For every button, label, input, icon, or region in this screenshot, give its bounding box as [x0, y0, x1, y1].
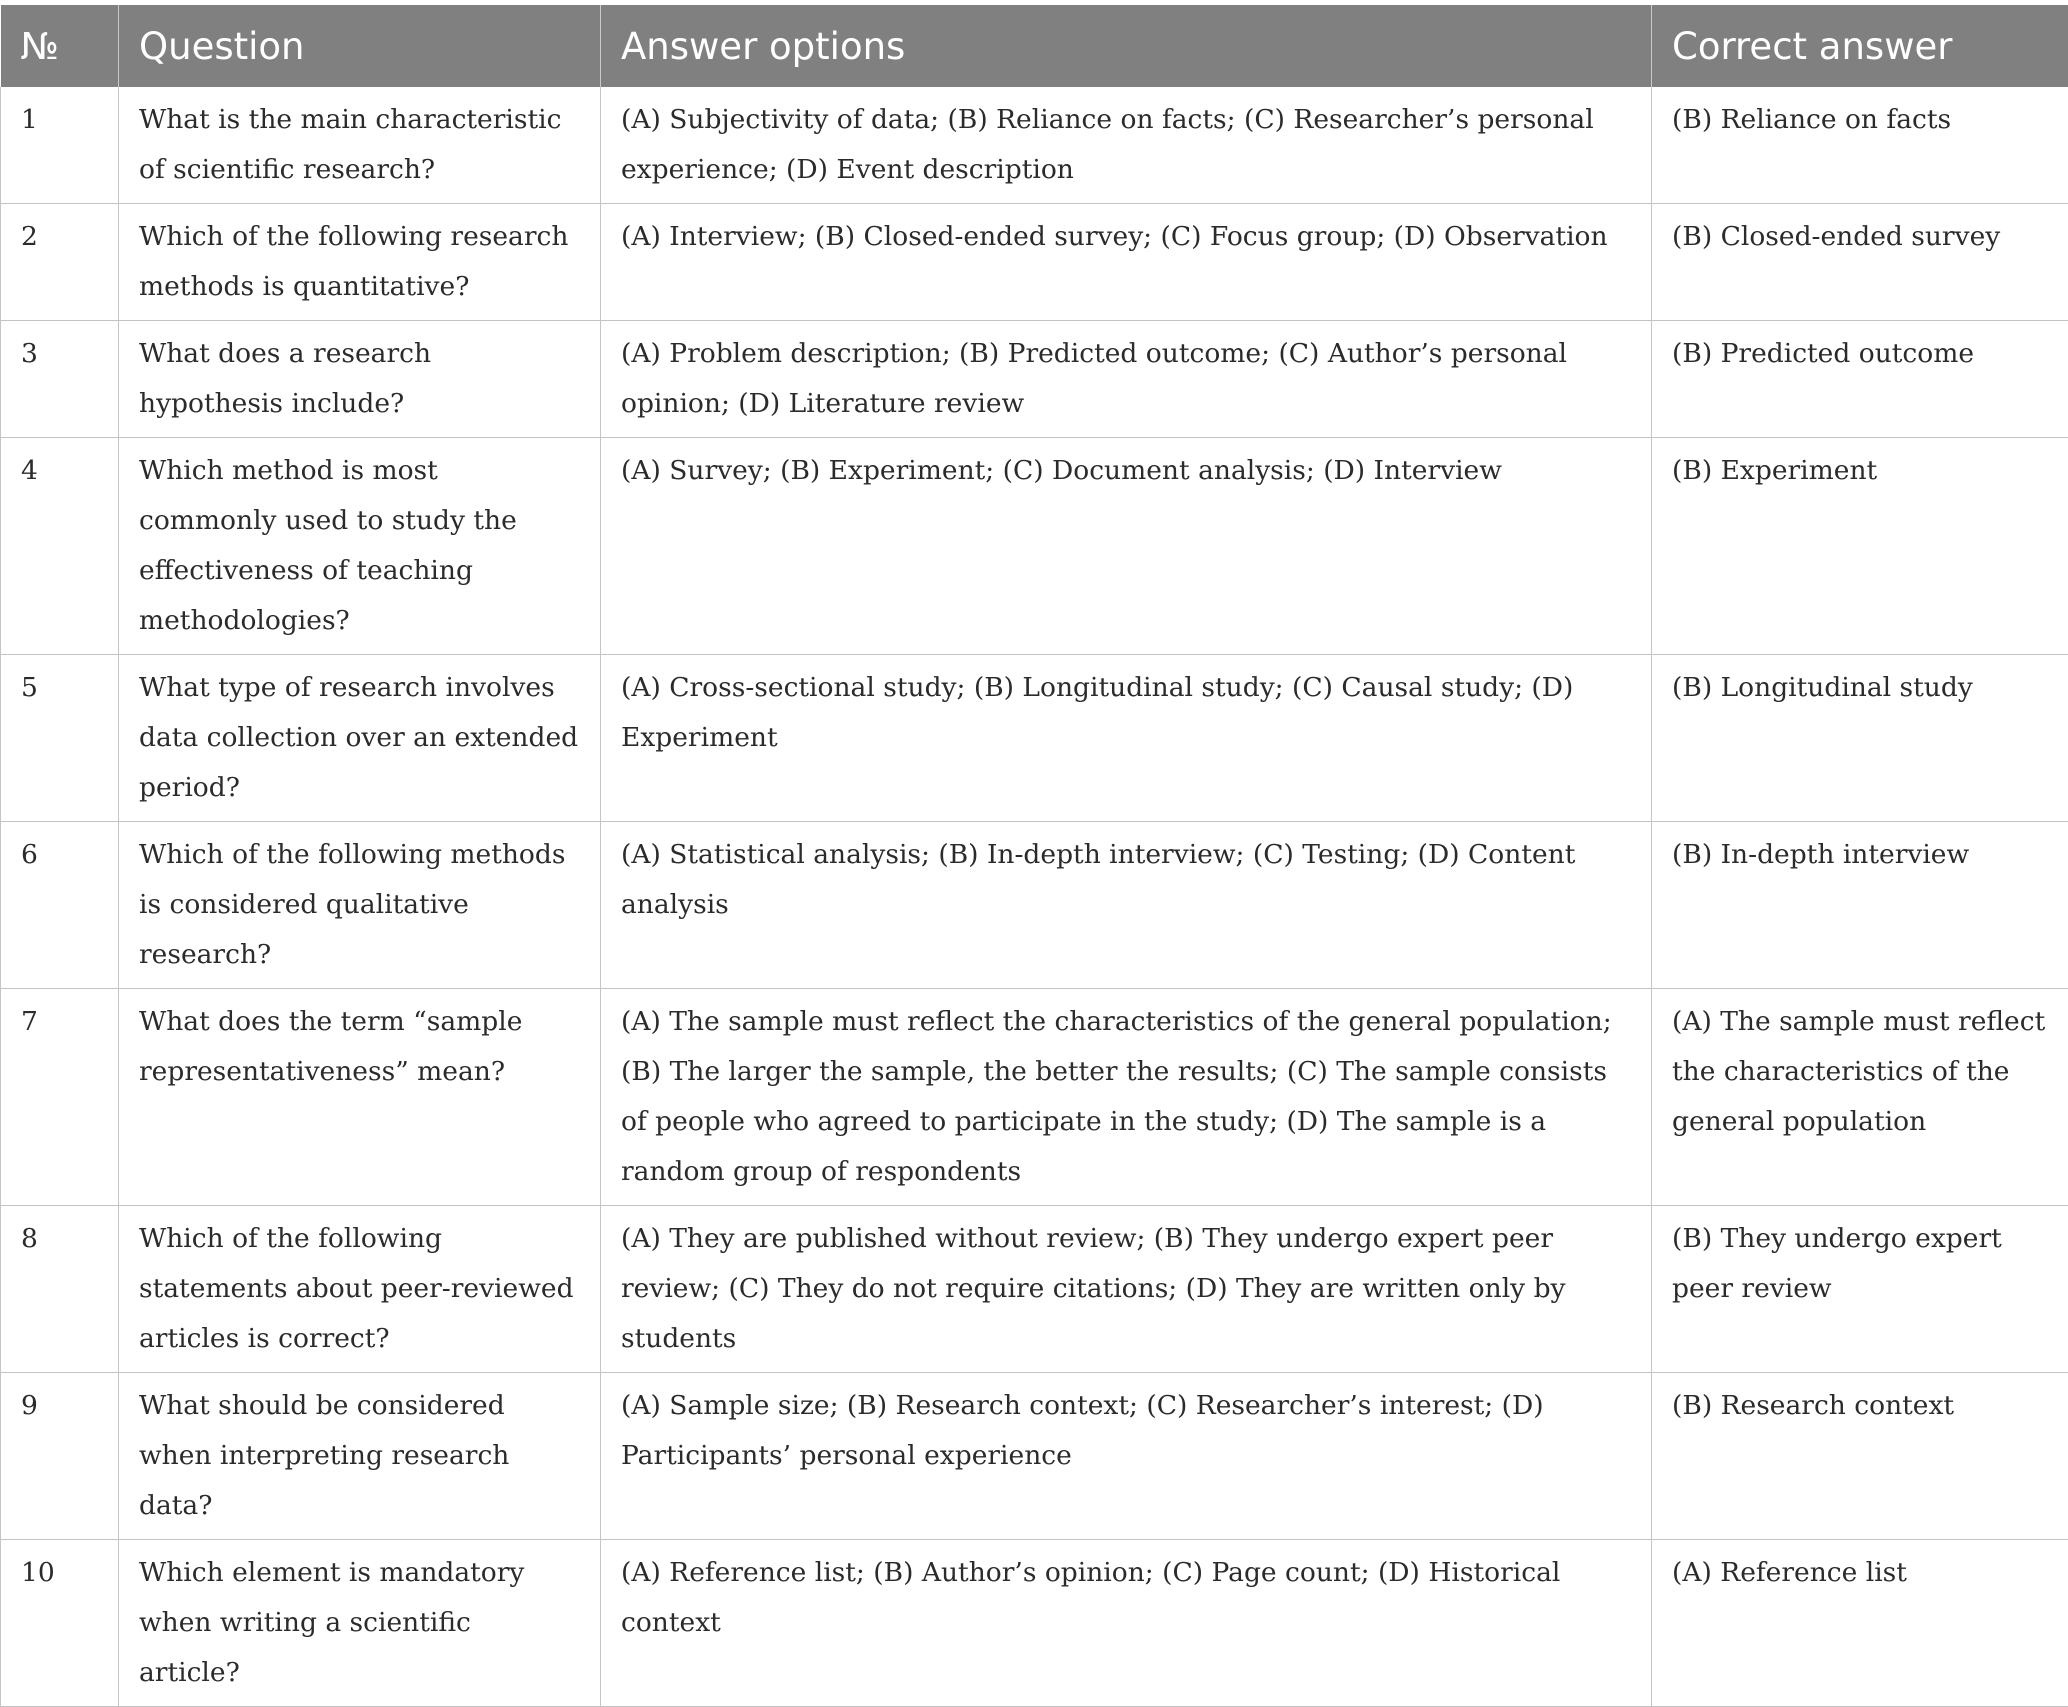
- table-row: [1, 87, 2068, 204]
- header-answer-options: Answer options: [601, 5, 1652, 87]
- row-number: 7: [1, 989, 119, 1206]
- row-question: Which of the following research methods is quantitative?: [119, 204, 601, 321]
- row-question: Which element is mandatory when writing a scientific article?: [119, 1540, 601, 1707]
- row-options: (A) The sample must reflect the characteristics of the general population; (B) The larger the sample, the better the results; (C) The sample consists of people who agreed to participate in the study; (D) The sample is a random group of respondents: [601, 989, 1652, 1206]
- row-number: 1: [1, 87, 119, 204]
- row-question: Which of the following statements about peer-reviewed articles is correct?: [119, 1206, 601, 1373]
- row-answer: (B) Closed-ended survey: [1652, 204, 2068, 321]
- row-number: 9: [1, 1373, 119, 1540]
- row-number: 10: [1, 1540, 119, 1707]
- row-options: (A) Survey; (B) Experiment; (C) Document analysis; (D) Interview: [601, 438, 1652, 655]
- row-question: Which method is most commonly used to study the effectiveness of teaching methodologies?: [119, 438, 601, 655]
- row-answer: (B) Predicted outcome: [1652, 321, 2068, 438]
- row-number: 8: [1, 1206, 119, 1373]
- table-row: [1, 1206, 2068, 1373]
- header-correct-answer: Correct answer: [1652, 5, 2068, 87]
- row-options: (A) Sample size; (B) Research context; (C) Researcher’s interest; (D) Participants’ personal experience: [601, 1373, 1652, 1540]
- row-number: 4: [1, 438, 119, 655]
- table-row: [1, 204, 2068, 321]
- row-number: 3: [1, 321, 119, 438]
- row-answer: (A) The sample must reflect the characteristics of the general population: [1652, 989, 2068, 1206]
- table-row: [1, 1373, 2068, 1540]
- row-question: What does the term “sample representativeness” mean?: [119, 989, 601, 1206]
- row-question: What is the main characteristic of scientific research?: [119, 87, 601, 204]
- table-row: [1, 655, 2068, 822]
- row-answer: (B) Longitudinal study: [1652, 655, 2068, 822]
- row-question: What should be considered when interpreting research data?: [119, 1373, 601, 1540]
- row-answer: (B) Experiment: [1652, 438, 2068, 655]
- row-question: Which of the following methods is considered qualitative research?: [119, 822, 601, 989]
- row-options: (A) Statistical analysis; (B) In-depth interview; (C) Testing; (D) Content analysis: [601, 822, 1652, 989]
- row-options: (A) Problem description; (B) Predicted outcome; (C) Author’s personal opinion; (D) Literature review: [601, 321, 1652, 438]
- row-answer: (A) Reference list: [1652, 1540, 2068, 1707]
- row-number: 6: [1, 822, 119, 989]
- row-options: (A) Reference list; (B) Author’s opinion; (C) Page count; (D) Historical context: [601, 1540, 1652, 1707]
- row-number: 2: [1, 204, 119, 321]
- table-row: [1, 321, 2068, 438]
- quiz-table: [0, 5, 2068, 1707]
- row-answer: (B) They undergo expert peer review: [1652, 1206, 2068, 1373]
- table-row: [1, 438, 2068, 655]
- row-question: What does a research hypothesis include?: [119, 321, 601, 438]
- row-options: (A) They are published without review; (B) They undergo expert peer review; (C) They do not require citations; (D) They are written only by students: [601, 1206, 1652, 1373]
- row-options: (A) Subjectivity of data; (B) Reliance on facts; (C) Researcher’s personal experience; (D) Event description: [601, 87, 1652, 204]
- row-answer: (B) In-depth interview: [1652, 822, 2068, 989]
- table-row: [1, 822, 2068, 989]
- table-row: [1, 1540, 2068, 1707]
- row-options: (A) Cross-sectional study; (B) Longitudinal study; (C) Causal study; (D) Experiment: [601, 655, 1652, 822]
- row-answer: (B) Reliance on facts: [1652, 87, 2068, 204]
- row-answer: (B) Research context: [1652, 1373, 2068, 1540]
- header-question: Question: [119, 5, 601, 87]
- table-row: [1, 989, 2068, 1206]
- header-number: №: [1, 5, 119, 87]
- row-options: (A) Interview; (B) Closed-ended survey; (C) Focus group; (D) Observation: [601, 204, 1652, 321]
- row-question: What type of research involves data collection over an extended period?: [119, 655, 601, 822]
- row-number: 5: [1, 655, 119, 822]
- header-row: [1, 5, 2068, 87]
